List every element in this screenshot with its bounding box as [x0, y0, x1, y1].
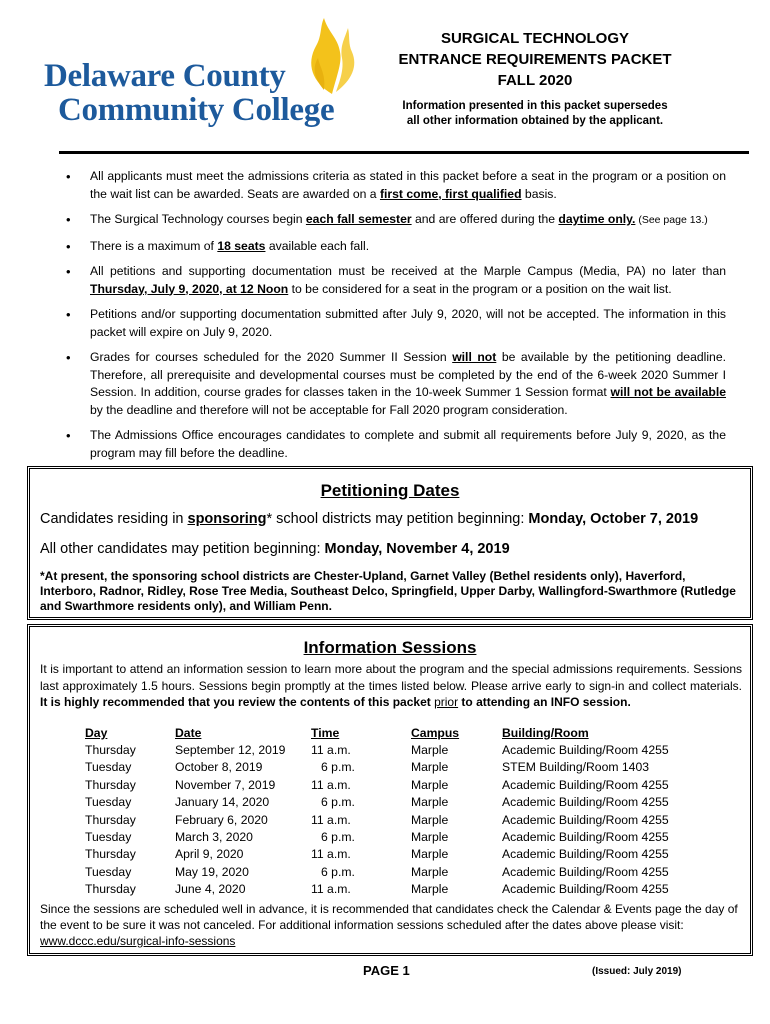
- table-cell: Thursday: [85, 743, 136, 758]
- table-cell: Academic Building/Room 4255: [502, 830, 669, 845]
- table-cell: 11 a.m.: [311, 743, 351, 758]
- bullet-text: All applicants must meet the admissions criteria as stated in this packet before a seat in the program or a position on the wait list can be awarded. Seats are awarded on a: [90, 169, 726, 201]
- table-cell: 11 a.m.: [311, 882, 351, 897]
- table-cell: Academic Building/Room 4255: [502, 812, 669, 827]
- column-header: Day: [85, 725, 108, 740]
- intro-text: It is important to attend an information session to learn more about the program and the special admissions requirements. Sessions last approximately 1.5 hours. Sessions begin promptly at the times listed below. Please arrive early to sign-in and collect materials.: [40, 662, 742, 693]
- bullet-text: and are offered during the: [411, 212, 559, 226]
- list-item: [60, 306, 726, 341]
- bullet-text: be available by the petitioning deadline. Therefore, all prerequisite and developmental courses must be completed by the end of the 6-week 2020 Summer I Session. In addition, course grades for classes taken in the 10-week Summer 1 Session format: [90, 350, 727, 399]
- petition-date: Monday, October 7, 2019: [528, 511, 699, 527]
- page-reference: (See page 13.): [635, 214, 708, 226]
- emphasis-text: each fall semester: [305, 212, 412, 226]
- table-cell: Marple: [411, 847, 449, 862]
- emphasis-text: first qualified: [445, 186, 522, 201]
- table-row: [85, 881, 669, 898]
- table-cell: March 3, 2020: [175, 830, 253, 845]
- bullet-text: The Admissions Office encourages candidates to complete and submit all requirements before July 9, 2020, as the program may fill before the deadline.: [90, 428, 726, 460]
- table-cell: January 14, 2020: [175, 795, 270, 810]
- table-cell: September 12, 2019: [175, 743, 286, 758]
- supersede-line-2: all other information obtained by the applicant.: [406, 115, 664, 127]
- table-cell: Academic Building/Room 4255: [502, 795, 669, 810]
- column-header: Time: [311, 725, 340, 740]
- table-cell: April 9, 2020: [175, 847, 244, 862]
- petition-text: All other candidates may petition beginning:: [40, 541, 325, 557]
- table-cell: June 4, 2020: [175, 882, 246, 897]
- table-row: [85, 794, 669, 811]
- bullet-text: to be considered for a seat in the program or a position on the wait list.: [288, 281, 672, 296]
- supersede-notice: [380, 99, 690, 129]
- table-cell: Academic Building/Room 4255: [502, 777, 669, 792]
- table-row: [85, 863, 669, 880]
- bullet-text: The Surgical Technology courses begin: [90, 212, 306, 226]
- table-header-row: [85, 724, 669, 741]
- sessions-table: [85, 724, 669, 898]
- emphasis-text: will not be available: [610, 385, 726, 399]
- supersede-line-1: Information presented in this packet supersedes: [402, 100, 668, 112]
- table-cell: 6 p.m.: [321, 760, 355, 775]
- table-cell: Tuesday: [85, 760, 132, 775]
- emphasis-text: 18 seats: [217, 238, 266, 253]
- table-cell: 11 a.m.: [311, 812, 351, 827]
- sponsoring-districts-note: *At present, the sponsoring school districts are Chester-Upland, Garnet Valley (Bethel residents only), Haverford, Interboro, Radnor, Ridley, Rose Tree Media, Southeast Delco, Springfield, Upper Darby, Wallingford-Swarthmore (Rutledge and Swarthmore residents only), and William Penn.: [40, 569, 736, 613]
- info-sessions-intro: [40, 661, 742, 711]
- table-row: [85, 759, 669, 776]
- bullet-text: All petitions and supporting documentation must be received at the Marple Campus (Media, PA) no later than: [90, 264, 726, 278]
- table-row: [85, 776, 669, 793]
- table-cell: February 6, 2020: [175, 812, 268, 827]
- page-number: PAGE 1: [363, 963, 410, 978]
- info-sessions-outro: [40, 901, 742, 949]
- table-cell: Marple: [411, 795, 449, 810]
- table-cell: 6 p.m.: [321, 795, 355, 810]
- list-item: [60, 263, 726, 298]
- list-item: [60, 427, 726, 462]
- intro-underline: prior: [434, 695, 459, 709]
- table-cell: November 7, 2019: [175, 777, 276, 792]
- table-cell: Thursday: [85, 847, 136, 862]
- table-cell: Academic Building/Room 4255: [502, 847, 669, 862]
- table-row: [85, 846, 669, 863]
- table-cell: Academic Building/Room 4255: [502, 743, 669, 758]
- title-line-2: ENTRANCE REQUIREMENTS PACKET: [398, 51, 672, 68]
- bullet-text: Petitions and/or supporting documentation submitted after July 9, 2020, will not be accepted. The information in this packet will expire on July 9, 2020.: [90, 307, 726, 339]
- issued-date: (Issued: July 2019): [592, 966, 682, 977]
- flame-icon: [302, 16, 362, 96]
- table-cell: Thursday: [85, 882, 136, 897]
- list-item: [60, 168, 726, 203]
- bullet-text: available each fall.: [265, 238, 370, 253]
- table-cell: Marple: [411, 777, 449, 792]
- emphasis-text: daytime only.: [558, 212, 636, 226]
- table-cell: 11 a.m.: [311, 777, 351, 792]
- other-petition-line: [40, 541, 510, 557]
- table-cell: Marple: [411, 812, 449, 827]
- logo-text-line2: Community College: [58, 92, 335, 128]
- petitioning-title: Petitioning Dates: [320, 481, 460, 500]
- table-row: [85, 811, 669, 828]
- table-cell: Marple: [411, 882, 449, 897]
- outro-text: Since the sessions are scheduled well in advance, it is recommended that candidates check the Calendar & Events page the day of the event to be sure it was not canceled. For additional information sessions scheduled after the dates above please visit:: [40, 902, 738, 932]
- info-sessions-title: Information Sessions: [303, 638, 477, 657]
- table-cell: 11 a.m.: [311, 847, 351, 862]
- college-logo: [40, 16, 370, 136]
- table-cell: Marple: [411, 830, 449, 845]
- emphasis-text: first come: [379, 186, 439, 201]
- petition-date: Monday, November 4, 2019: [324, 541, 510, 557]
- table-cell: May 19, 2020: [175, 864, 249, 879]
- list-item: [60, 211, 726, 230]
- list-item: [60, 349, 726, 419]
- emphasis-text: ,: [438, 186, 445, 201]
- table-cell: Tuesday: [85, 830, 132, 845]
- column-header: Campus: [411, 725, 460, 740]
- table-cell: October 8, 2019: [175, 760, 263, 775]
- logo-text-line1: Delaware County: [44, 58, 286, 94]
- table-cell: Academic Building/Room 4255: [502, 864, 669, 879]
- petition-text: Candidates residing in: [40, 511, 188, 527]
- emphasis-text: sponsoring: [187, 511, 267, 527]
- emphasis-text: Thursday, July 9, 2020, at 12 Noon: [90, 281, 289, 296]
- intro-emphasis: It is highly recommended that you review the contents of this packet: [40, 695, 435, 709]
- bullet-text: by the deadline and therefore will not be acceptable for Fall 2020 program consideration.: [90, 402, 568, 417]
- table-cell: Thursday: [85, 777, 136, 792]
- table-row: [85, 828, 669, 845]
- bullet-text: Grades for courses scheduled for the 2020 Summer II Session: [90, 350, 453, 364]
- table-cell: Marple: [411, 864, 449, 879]
- info-sessions-link[interactable]: www.dccc.edu/surgical-info-sessions: [40, 934, 236, 948]
- table-cell: Marple: [411, 760, 449, 775]
- table-cell: 6 p.m.: [321, 864, 355, 879]
- packet-title: [380, 28, 690, 129]
- emphasis-text: will not: [452, 350, 497, 364]
- intro-emphasis: to attending an INFO session.: [458, 695, 631, 709]
- table-cell: Academic Building/Room 4255: [502, 882, 669, 897]
- bullet-text: There is a maximum of: [90, 238, 218, 253]
- header-divider: [59, 151, 749, 154]
- title-line-1: SURGICAL TECHNOLOGY: [440, 30, 630, 47]
- table-cell: Tuesday: [85, 795, 132, 810]
- column-header: Date: [175, 725, 202, 740]
- table-cell: Thursday: [85, 812, 136, 827]
- requirements-list: [60, 168, 726, 470]
- table-cell: Marple: [411, 743, 449, 758]
- list-item: [60, 238, 726, 256]
- table-cell: STEM Building/Room 1403: [502, 760, 649, 775]
- table-cell: Tuesday: [85, 864, 132, 879]
- column-header: Building/Room: [502, 725, 589, 740]
- table-row: [85, 741, 669, 758]
- bullet-text: basis.: [521, 186, 557, 201]
- petition-text: * school districts may petition beginning:: [266, 511, 529, 527]
- title-line-3: FALL 2020: [497, 72, 573, 89]
- sponsoring-petition-line: [40, 511, 698, 527]
- table-cell: 6 p.m.: [321, 830, 355, 845]
